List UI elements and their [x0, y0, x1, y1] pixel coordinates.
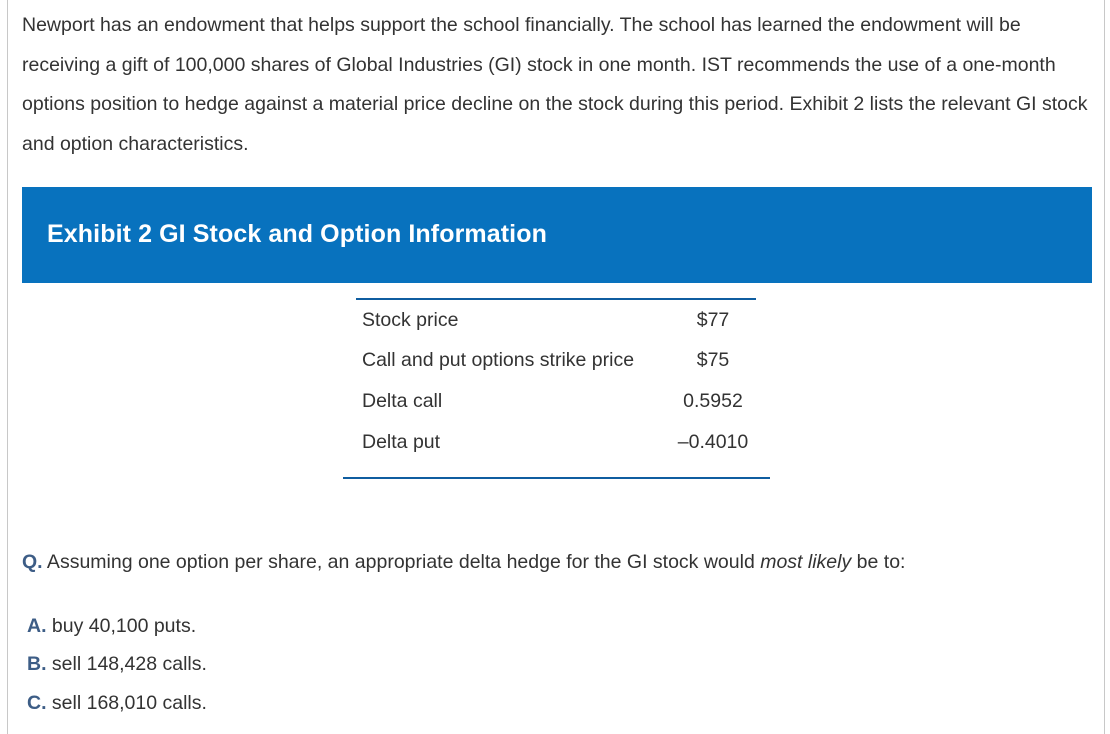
- choice-b[interactable]: [27, 651, 207, 677]
- exhibit-title: Exhibit 2 GI Stock and Option Information: [47, 220, 547, 248]
- question-emphasis: most likely: [760, 551, 852, 573]
- choice-a[interactable]: [27, 613, 196, 639]
- row-value-strike-price: $75: [696, 349, 730, 371]
- row-value-stock-price: $77: [696, 309, 730, 331]
- choice-c-letter: C.: [27, 692, 47, 714]
- row-label-delta-put: Delta put: [362, 431, 441, 453]
- question: [22, 549, 905, 575]
- question-text-after: be to:: [851, 551, 906, 573]
- choice-c-text: sell 168,010 calls.: [46, 692, 207, 714]
- table-top-rule: [356, 298, 756, 300]
- intro-paragraph: Newport has an endowment that helps support the school financially. The school has learned the endowment will be receiving a gift of 100,000 shares of Global Industries (GI) stock in one month. IST recommends the use of a one-month options position to hedge against a material price decline on the stock during this period. Exhibit 2 lists the relevant GI stock and option characteristics.: [22, 14, 1088, 155]
- row-label-strike-price: Call and put options strike price: [362, 349, 635, 371]
- choice-a-letter: A.: [27, 615, 47, 637]
- row-label-stock-price: Stock price: [362, 309, 459, 331]
- choice-c[interactable]: [27, 690, 207, 716]
- table-bottom-rule: [343, 477, 770, 479]
- exhibit-banner: [22, 187, 1092, 283]
- row-value-delta-call: 0.5952: [683, 390, 743, 412]
- question-text-before: Assuming one option per share, an appropriate delta hedge for the GI stock would: [42, 551, 761, 573]
- question-prefix: Q.: [22, 551, 43, 573]
- row-value-delta-put: –0.4010: [677, 431, 749, 453]
- choice-a-text: buy 40,100 puts.: [46, 615, 197, 637]
- choice-b-text: sell 148,428 calls.: [46, 653, 207, 675]
- choice-b-letter: B.: [27, 653, 47, 675]
- row-label-delta-call: Delta call: [362, 390, 443, 412]
